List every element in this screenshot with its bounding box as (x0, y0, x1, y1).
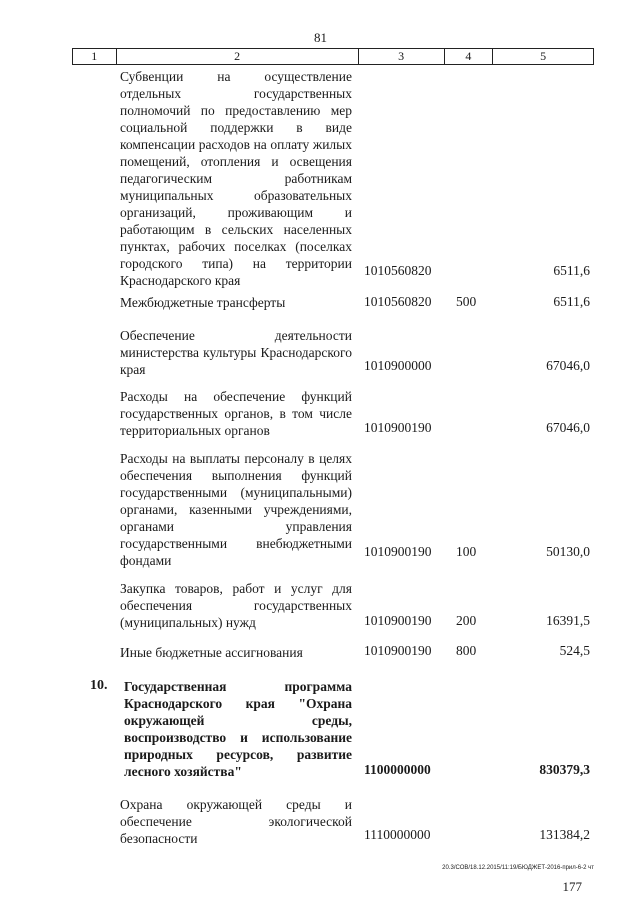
row-amount: 6511,6 (553, 294, 590, 309)
row-code: 1010560820 (364, 294, 432, 309)
row-code: 1010900190 (364, 544, 432, 559)
row-type: 200 (456, 613, 477, 628)
row-code: 1010900190 (364, 643, 432, 658)
document-reference-code: 20.3/СОВ/18.12.2015/11:19/БЮДЖЕТ-2016-прил-6-2 чт (442, 865, 594, 871)
footer-page-number: 177 (562, 879, 582, 894)
page-number: 81 (314, 30, 327, 45)
row-code: 1010900000 (364, 358, 432, 373)
row-amount: 524,5 (559, 643, 590, 658)
row-code: 1010900190 (364, 613, 432, 628)
row-description: Государственная программа Краснодарского края "Охрана окружающей среды, воспроизводство и использование природных ресурсов, развитие лесного хозяйства" (124, 679, 352, 779)
row-type: 100 (456, 544, 477, 559)
column-header-3: 3 (358, 49, 444, 65)
column-header-4: 4 (444, 49, 492, 65)
row-code: 1100000000 (364, 762, 431, 777)
row-description: Иные бюджетные ассигнования (120, 645, 303, 660)
row-amount: 67046,0 (546, 420, 590, 435)
row-description: Охрана окружающей среды и обеспечение экологической безопасности (120, 797, 352, 846)
column-header-1: 1 (73, 49, 117, 65)
row-description: Межбюджетные трансферты (120, 295, 286, 310)
row-description: Закупка товаров, работ и услуг для обеспечения государственных (муниципальных) нужд (120, 581, 352, 630)
row-amount: 6511,6 (553, 263, 590, 278)
column-header-row (72, 48, 594, 65)
row-amount: 67046,0 (546, 358, 590, 373)
row-type: 800 (456, 643, 477, 658)
column-header-5: 5 (493, 49, 594, 65)
row-description: Обеспечение деятельности министерства культуры Краснодарского края (120, 328, 352, 377)
row-description: Расходы на выплаты персоналу в целях обеспечения выполнения функций государственными (муниципальными) органами, казенными учреждениями, органами управления государственными внебюджетными фондами (120, 451, 352, 568)
row-description: Субвенции на осуществление отдельных государственных полномочий по предоставлению мер социальной поддержки в виде компенсации расходов на оплату жилых помещений, отопления и освещения педагогическим работникам муниципальных образовательных организаций, проживающим и работающим в сельских населенных пунктах, рабочих поселках (поселках городского типа) на территории Краснодарского края (120, 69, 352, 288)
row-amount: 50130,0 (546, 544, 590, 559)
row-description: Расходы на обеспечение функций государственных органов, в том числе территориальных органов (120, 389, 352, 438)
row-amount: 131384,2 (539, 827, 590, 842)
section-number: 10. (90, 678, 108, 693)
row-code: 1010560820 (364, 263, 432, 278)
row-code: 1010900190 (364, 420, 432, 435)
row-type: 500 (456, 294, 477, 309)
row-code: 1110000000 (364, 827, 431, 842)
column-header-2: 2 (116, 49, 358, 65)
row-amount: 830379,3 (539, 762, 590, 777)
row-amount: 16391,5 (546, 613, 590, 628)
